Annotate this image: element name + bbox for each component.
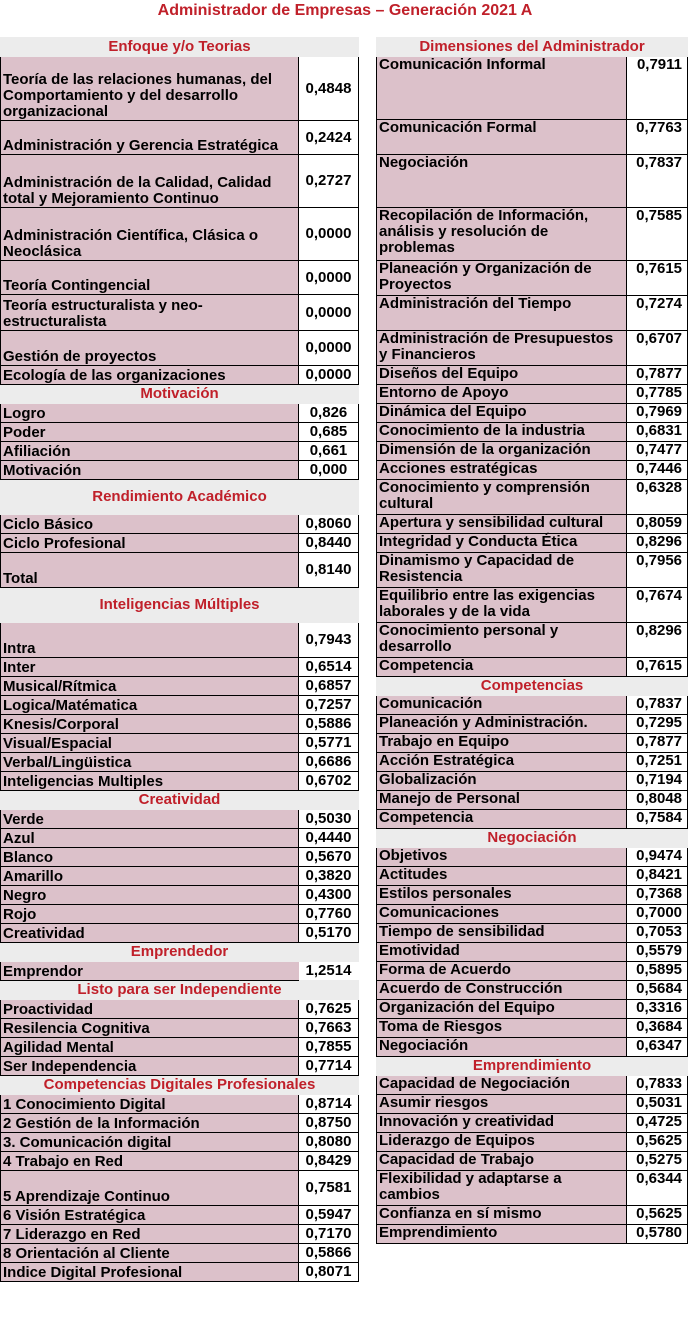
- left-table: [0, 37, 359, 1282]
- row-label: Diseños del Equipo: [377, 366, 627, 385]
- table-row: [377, 480, 688, 515]
- row-value: 0,8071: [299, 1263, 359, 1282]
- table-row: [377, 534, 688, 553]
- row-value: 0,7251: [627, 753, 688, 772]
- row-value: 0,7877: [627, 734, 688, 753]
- row-label: Comunicación Informal: [377, 57, 627, 120]
- row-value: 0,7837: [627, 696, 688, 715]
- row-label: Administración y Gerencia Estratégica: [1, 121, 299, 155]
- row-value: 0,6707: [627, 331, 688, 366]
- row-value: 0,8060: [299, 515, 359, 534]
- row-value: 0,7194: [627, 772, 688, 791]
- row-value: 0,8440: [299, 534, 359, 553]
- row-label: 8 Orientación al Cliente: [1, 1244, 299, 1263]
- table-row: [1, 677, 359, 696]
- row-value: 0,2727: [299, 155, 359, 208]
- row-value: 0,7956: [627, 553, 688, 588]
- table-row: [377, 553, 688, 588]
- row-value: 0,5670: [299, 848, 359, 867]
- table-row: [377, 261, 688, 296]
- table-row: [377, 515, 688, 534]
- section-title-dimensiones-del-administrador: Dimensiones del Administrador: [377, 38, 688, 57]
- row-value: 0,685: [299, 423, 359, 442]
- row-value: 0,8059: [627, 515, 688, 534]
- row-value: 0,7585: [627, 208, 688, 261]
- table-row: [1, 515, 359, 534]
- table-row: [1, 753, 359, 772]
- table-row: [1, 1171, 359, 1206]
- row-value: 0,7368: [627, 886, 688, 905]
- table-row: [377, 981, 688, 1000]
- row-label: 3. Comunicación digital: [1, 1133, 299, 1152]
- row-label: Teoría Contingencial: [1, 261, 299, 295]
- row-value: 0,5780: [627, 1225, 688, 1244]
- table-row: [377, 155, 688, 208]
- row-label: Planeación y Organización de Proyectos: [377, 261, 627, 296]
- row-value: 0,5947: [299, 1206, 359, 1225]
- table-row: [377, 296, 688, 331]
- row-value: 0,3316: [627, 1000, 688, 1019]
- row-label: Acciones estratégicas: [377, 461, 627, 480]
- row-value: 0,5866: [299, 1244, 359, 1263]
- table-row: [1, 924, 359, 943]
- table-row: [377, 810, 688, 829]
- row-value: 0,7615: [627, 658, 688, 677]
- section-title-creatividad: Creatividad: [1, 791, 359, 810]
- row-label: 1 Conocimiento Digital: [1, 1095, 299, 1114]
- row-value: 0,7625: [299, 1000, 359, 1019]
- table-row: [377, 715, 688, 734]
- table-row: [1, 810, 359, 829]
- row-value: 0,7000: [627, 905, 688, 924]
- row-label: Conocimiento de la industria: [377, 423, 627, 442]
- table-row: [377, 696, 688, 715]
- row-value: 0,2424: [299, 121, 359, 155]
- section-title-inteligencias-multiples: Inteligencias Múltiples: [1, 588, 359, 623]
- row-value: 0,7877: [627, 366, 688, 385]
- table-row: [377, 1225, 688, 1244]
- table-row: [377, 848, 688, 867]
- row-label: Visual/Espacial: [1, 734, 299, 753]
- row-value: 0,6831: [627, 423, 688, 442]
- table-row: [1, 867, 359, 886]
- row-value: 0,7837: [627, 155, 688, 208]
- row-label: Teoría estructuralista y neo-estructuralista: [1, 295, 299, 331]
- row-value: 0,5684: [627, 981, 688, 1000]
- table-row: [1, 1244, 359, 1263]
- table-row: [377, 791, 688, 810]
- table-row: [1, 442, 359, 461]
- table-row: [1, 155, 359, 208]
- row-value: 0,4725: [627, 1114, 688, 1133]
- table-row: [1, 331, 359, 366]
- row-value: 0,5275: [627, 1152, 688, 1171]
- row-value: 0,7663: [299, 1019, 359, 1038]
- row-label: Planeación y Administración.: [377, 715, 627, 734]
- row-label: Negociación: [377, 1038, 627, 1057]
- row-label: Manejo de Personal: [377, 791, 627, 810]
- row-value: 0,7969: [627, 404, 688, 423]
- row-value: 0,6857: [299, 677, 359, 696]
- row-label: Conocimiento personal y desarrollo: [377, 623, 627, 658]
- section-header-row: [1, 1076, 359, 1095]
- row-value: 0,7615: [627, 261, 688, 296]
- row-label: Objetivos: [377, 848, 627, 867]
- row-label: Innovación y creatividad: [377, 1114, 627, 1133]
- row-value: 0,3820: [299, 867, 359, 886]
- section-header-row: [377, 677, 688, 696]
- table-row: [377, 1000, 688, 1019]
- row-value: 0,0000: [299, 295, 359, 331]
- table-row: [377, 753, 688, 772]
- row-label: Poder: [1, 423, 299, 442]
- row-label: Apertura y sensibilidad cultural: [377, 515, 627, 534]
- table-row: [1, 886, 359, 905]
- row-value: 0,5030: [299, 810, 359, 829]
- table-row: [1, 1038, 359, 1057]
- table-row: [377, 57, 688, 120]
- left-column: [0, 37, 358, 1282]
- table-row: [1, 1206, 359, 1225]
- table-row: [1, 1095, 359, 1114]
- row-value: 0,7295: [627, 715, 688, 734]
- row-value: 0,7581: [299, 1171, 359, 1206]
- table-row: [377, 623, 688, 658]
- table-row: [1, 261, 359, 295]
- row-label: Integridad y Conducta Ética: [377, 534, 627, 553]
- row-label: Blanco: [1, 848, 299, 867]
- table-row: [377, 924, 688, 943]
- row-value: 0,7274: [627, 296, 688, 331]
- row-value: 0,0000: [299, 208, 359, 261]
- row-value: 0,7855: [299, 1038, 359, 1057]
- row-value: 0,5170: [299, 924, 359, 943]
- table-row: [377, 588, 688, 623]
- row-value: 0,6344: [627, 1171, 688, 1206]
- row-label: Emotividad: [377, 943, 627, 962]
- row-label: Ser Independencia: [1, 1057, 299, 1076]
- table-row: [1, 1114, 359, 1133]
- row-label: Estilos personales: [377, 886, 627, 905]
- table-row: [1, 534, 359, 553]
- section-header-row: [1, 588, 359, 623]
- row-label: Rojo: [1, 905, 299, 924]
- row-value: 0,8714: [299, 1095, 359, 1114]
- table-row: [377, 658, 688, 677]
- table-row: [1, 696, 359, 715]
- row-value: 0,6686: [299, 753, 359, 772]
- row-value: 0,7053: [627, 924, 688, 943]
- section-header-row: [1, 385, 359, 404]
- row-value: 0,8429: [299, 1152, 359, 1171]
- row-label: Resilencia Cognitiva: [1, 1019, 299, 1038]
- table-row: [377, 120, 688, 155]
- row-label: Inter: [1, 658, 299, 677]
- table-row: [1, 905, 359, 924]
- table-row: [1, 57, 359, 121]
- row-value: 0,7714: [299, 1057, 359, 1076]
- section-title-emprendimiento: Emprendimiento: [377, 1057, 688, 1076]
- table-row: [377, 1038, 688, 1057]
- table-row: [377, 962, 688, 981]
- table-row: [1, 553, 359, 588]
- row-label: Creatividad: [1, 924, 299, 943]
- table-row: [377, 1171, 688, 1206]
- row-value: 0,0000: [299, 331, 359, 366]
- table-row: [377, 734, 688, 753]
- row-value: 0,8048: [627, 791, 688, 810]
- row-label: Emprendor: [1, 962, 299, 981]
- row-label: Dinámica del Equipo: [377, 404, 627, 423]
- row-value: 0,7763: [627, 120, 688, 155]
- row-value: 0,7257: [299, 696, 359, 715]
- row-label: Trabajo en Equipo: [377, 734, 627, 753]
- table-row: [377, 461, 688, 480]
- row-value: 0,661: [299, 442, 359, 461]
- row-label: Comunicaciones: [377, 905, 627, 924]
- table-row: [377, 1206, 688, 1225]
- row-label: Comunicación: [377, 696, 627, 715]
- row-value: 0,7477: [627, 442, 688, 461]
- row-label: 6 Visión Estratégica: [1, 1206, 299, 1225]
- row-label: Gestión de proyectos: [1, 331, 299, 366]
- row-label: Capacidad de Negociación: [377, 1076, 627, 1095]
- row-label: Logica/Matématica: [1, 696, 299, 715]
- row-label: Confianza en sí mismo: [377, 1206, 627, 1225]
- row-label: 5 Aprendizaje Continuo: [1, 1171, 299, 1206]
- row-label: Conocimiento y comprensión cultural: [377, 480, 627, 515]
- page-title: Administrador de Empresas – Generación 2021 A: [157, 2, 533, 19]
- row-value: 0,4300: [299, 886, 359, 905]
- row-label: Dinamismo y Capacidad de Resistencia: [377, 553, 627, 588]
- section-title-negociacion: Negociación: [377, 829, 688, 848]
- row-label: Motivación: [1, 461, 299, 480]
- section-header-row: [377, 1057, 688, 1076]
- row-label: Flexibilidad y adaptarse a cambios: [377, 1171, 627, 1206]
- row-label: Logro: [1, 404, 299, 423]
- row-label: Organización del Equipo: [377, 1000, 627, 1019]
- section-title-motivacion: Motivación: [1, 385, 359, 404]
- row-label: Competencia: [377, 810, 627, 829]
- row-value: 0,7785: [627, 385, 688, 404]
- row-label: Acción Estratégica: [377, 753, 627, 772]
- table-row: [1, 121, 359, 155]
- row-label: Knesis/Corporal: [1, 715, 299, 734]
- section-header-row: [377, 829, 688, 848]
- table-row: [377, 1076, 688, 1095]
- row-label: Musical/Rítmica: [1, 677, 299, 696]
- table-row: [1, 208, 359, 261]
- row-label: Competencia: [377, 658, 627, 677]
- row-value: 0,9474: [627, 848, 688, 867]
- section-header-row: [1, 480, 359, 515]
- row-value: 0,6328: [627, 480, 688, 515]
- row-label: Comunicación Formal: [377, 120, 627, 155]
- section-header-row: [1, 943, 359, 962]
- section-header-row: [1, 791, 359, 810]
- row-label: Capacidad de Trabajo: [377, 1152, 627, 1171]
- table-row: [1, 848, 359, 867]
- row-value: 0,8296: [627, 623, 688, 658]
- table-row: [1, 1263, 359, 1282]
- row-value: 0,5579: [627, 943, 688, 962]
- row-value: 0,0000: [299, 366, 359, 385]
- row-value: 0,7943: [299, 623, 359, 658]
- table-row: [1, 734, 359, 753]
- row-label: Recopilación de Información, análisis y resolución de problemas: [377, 208, 627, 261]
- row-label: Asumir riesgos: [377, 1095, 627, 1114]
- right-table: [376, 37, 688, 1244]
- row-value: 0,5031: [627, 1095, 688, 1114]
- row-label: Inteligencias Multiples: [1, 772, 299, 791]
- row-label: Ecología de las organizaciones: [1, 366, 299, 385]
- row-value: 0,000: [299, 461, 359, 480]
- row-label: Indice Digital Profesional: [1, 1263, 299, 1282]
- table-row: [1, 658, 359, 677]
- row-label: Azul: [1, 829, 299, 848]
- table-row: [377, 208, 688, 261]
- row-label: Emprendimiento: [377, 1225, 627, 1244]
- row-label: Administración de Presupuestos y Financieros: [377, 331, 627, 366]
- row-label: Actitudes: [377, 867, 627, 886]
- section-title-emprendedor: Emprendedor: [1, 943, 359, 962]
- table-row: [1, 366, 359, 385]
- row-value: 0,6514: [299, 658, 359, 677]
- table-row: [377, 385, 688, 404]
- row-label: Verbal/Lingüistica: [1, 753, 299, 772]
- row-label: Tiempo de sensibilidad: [377, 924, 627, 943]
- table-row: [377, 1114, 688, 1133]
- table-row: [1, 772, 359, 791]
- table-row: [1, 1225, 359, 1244]
- section-title-competencias: Competencias: [377, 677, 688, 696]
- table-row: [1, 1019, 359, 1038]
- row-label: Negociación: [377, 155, 627, 208]
- row-label: Toma de Riesgos: [377, 1019, 627, 1038]
- row-value: 0,7446: [627, 461, 688, 480]
- table-row: [377, 404, 688, 423]
- row-label: Administración de la Calidad, Calidad total y Mejoramiento Continuo: [1, 155, 299, 208]
- table-row: [377, 331, 688, 366]
- row-value: 0,7760: [299, 905, 359, 924]
- section-header-row: [1, 38, 359, 57]
- table-row: [377, 943, 688, 962]
- row-label: Acuerdo de Construcción: [377, 981, 627, 1000]
- table-row: [377, 423, 688, 442]
- row-value: 0,7584: [627, 810, 688, 829]
- row-value: 0,4440: [299, 829, 359, 848]
- row-label: Total: [1, 553, 299, 588]
- section-title-enfoque-y-o-teorias: Enfoque y/o Teorias: [1, 38, 359, 57]
- row-value: 0,5625: [627, 1133, 688, 1152]
- table-row: [1, 1133, 359, 1152]
- section-header-row: [377, 38, 688, 57]
- row-value: 0,5886: [299, 715, 359, 734]
- row-value: 0,3684: [627, 1019, 688, 1038]
- row-label: Globalización: [377, 772, 627, 791]
- row-label: Ciclo Profesional: [1, 534, 299, 553]
- row-label: Amarillo: [1, 867, 299, 886]
- section-header-row: [1, 981, 359, 1000]
- table-row: [377, 905, 688, 924]
- row-label: 2 Gestión de la Información: [1, 1114, 299, 1133]
- row-value: 0,4848: [299, 57, 359, 121]
- row-value: 0,5895: [627, 962, 688, 981]
- table-row: [1, 404, 359, 423]
- table-row: [1, 829, 359, 848]
- row-value: 0,8080: [299, 1133, 359, 1152]
- row-label: Administración Científica, Clásica o Neoclásica: [1, 208, 299, 261]
- row-label: 7 Liderazgo en Red: [1, 1225, 299, 1244]
- row-value: 0,6702: [299, 772, 359, 791]
- row-value: 0,8750: [299, 1114, 359, 1133]
- row-value: 0,7911: [627, 57, 688, 120]
- table-row: [1, 715, 359, 734]
- table-row: [1, 962, 359, 981]
- table-row: [1, 1000, 359, 1019]
- table-row: [377, 1095, 688, 1114]
- row-value: 0,5771: [299, 734, 359, 753]
- row-value: 0,6347: [627, 1038, 688, 1057]
- row-value: 0,5625: [627, 1206, 688, 1225]
- table-row: [377, 1152, 688, 1171]
- row-value: 0,7674: [627, 588, 688, 623]
- row-value: 0,8296: [627, 534, 688, 553]
- row-value: 0,7833: [627, 1076, 688, 1095]
- row-value: 0,8421: [627, 867, 688, 886]
- table-row: [377, 442, 688, 461]
- table-row: [377, 867, 688, 886]
- table-row: [1, 295, 359, 331]
- row-label: Equilibrio entre las exigencias laborales y de la vida: [377, 588, 627, 623]
- row-value: 0,826: [299, 404, 359, 423]
- row-label: Teoría de las relaciones humanas, del Comportamiento y del desarrollo organizacional: [1, 57, 299, 121]
- row-label: Agilidad Mental: [1, 1038, 299, 1057]
- row-label: Entorno de Apoyo: [377, 385, 627, 404]
- row-label: Forma de Acuerdo: [377, 962, 627, 981]
- row-value: 0,7170: [299, 1225, 359, 1244]
- row-value: 1,2514: [299, 962, 359, 981]
- row-value: 0,8140: [299, 553, 359, 588]
- table-row: [1, 461, 359, 480]
- row-label: Verde: [1, 810, 299, 829]
- table-row: [377, 1019, 688, 1038]
- row-label: Liderazgo de Equipos: [377, 1133, 627, 1152]
- section-title-competencias-digitales-profesionales: Competencias Digitales Profesionales: [1, 1076, 359, 1095]
- section-title-rendimiento-academico: Rendimiento Académico: [1, 480, 359, 515]
- table-row: [1, 1152, 359, 1171]
- row-label: Ciclo Básico: [1, 515, 299, 534]
- row-label: Negro: [1, 886, 299, 905]
- row-label: Dimensión de la organización: [377, 442, 627, 461]
- table-row: [377, 1133, 688, 1152]
- row-label: 4 Trabajo en Red: [1, 1152, 299, 1171]
- row-label: Administración del Tiempo: [377, 296, 627, 331]
- table-row: [1, 423, 359, 442]
- section-title-listo-para-ser-independiente: Listo para ser Independiente: [1, 981, 359, 1000]
- row-value: 0,0000: [299, 261, 359, 295]
- table-row: [1, 1057, 359, 1076]
- row-label: Intra: [1, 623, 299, 658]
- table-row: [377, 366, 688, 385]
- right-column: [376, 37, 687, 1244]
- row-label: Afiliación: [1, 442, 299, 461]
- row-label: Proactividad: [1, 1000, 299, 1019]
- table-row: [377, 772, 688, 791]
- table-row: [377, 886, 688, 905]
- table-row: [1, 623, 359, 658]
